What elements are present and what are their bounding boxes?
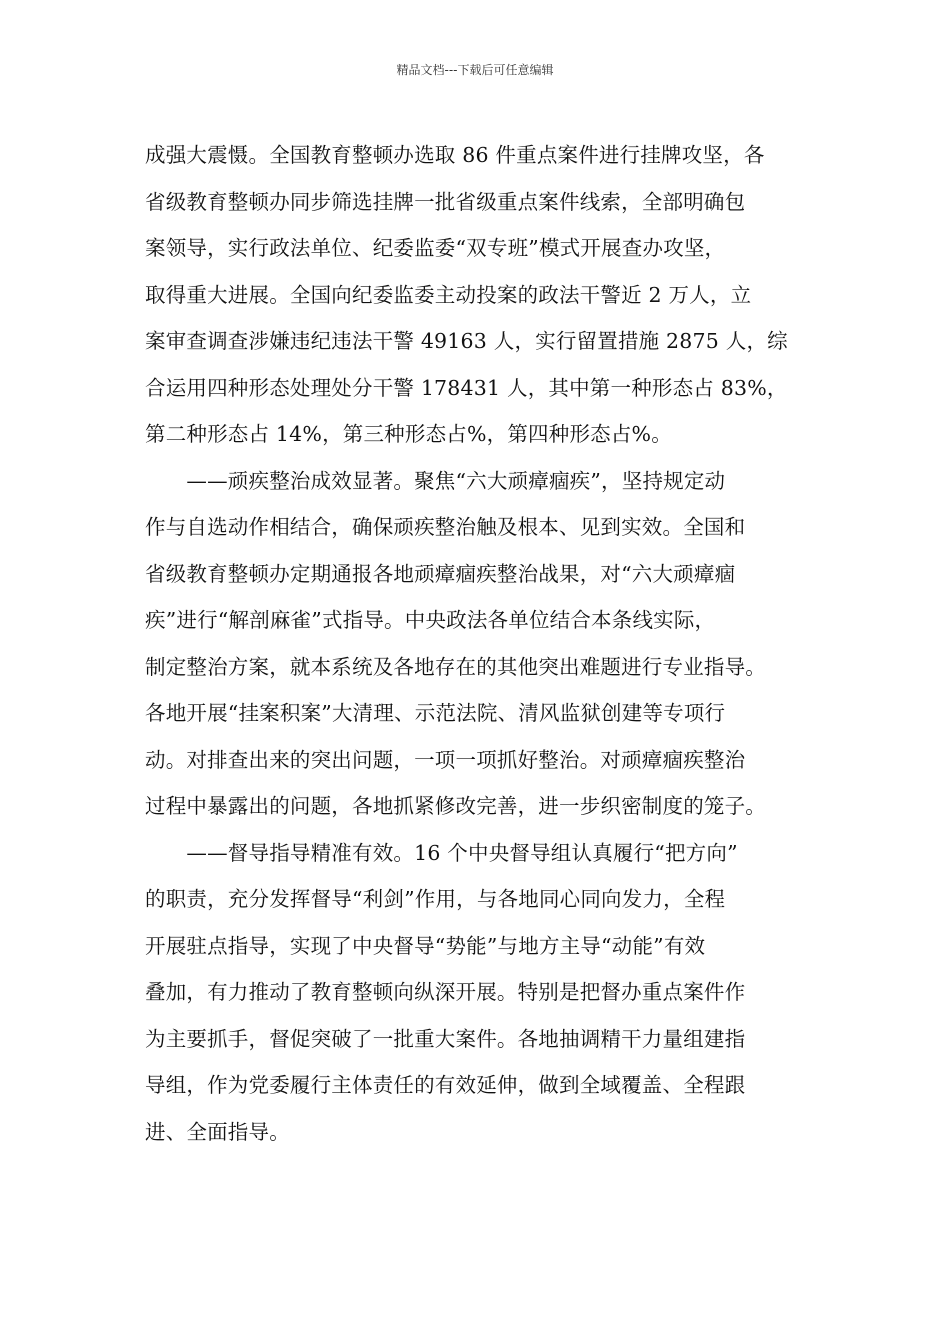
- text-line: 制定整治方案，就本系统及各地存在的其他突出难题进行专业指导。: [145, 654, 766, 679]
- text-line: 案审查调查涉嫌违纪违法干警 49163 人，实行留置措施 2875 人，综: [145, 329, 788, 353]
- text-line: 成强大震慑。全国教育整顿办选取 86 件重点案件进行挂牌攻坚，各: [145, 143, 765, 167]
- document-body: [145, 132, 845, 1155]
- text-line: 叠加，有力推动了教育整顿向纵深开展。特别是把督办重点案件作: [145, 980, 746, 1004]
- text-line: 动。对排查出来的突出问题，一项一项抓好整治。对顽瘴痼疾整治: [145, 747, 746, 772]
- text-line: 导组，作为党委履行主体责任的有效延伸，做到全域覆盖、全程跟: [145, 1073, 746, 1097]
- text-line: 为主要抓手，督促突破了一批重大案件。各地抽调精干力量组建指: [145, 1026, 746, 1051]
- text-line: 进、全面指导。: [145, 1119, 290, 1144]
- text-line: 开展驻点指导，实现了中央督导“势能”与地方主导“动能”有效: [145, 933, 706, 958]
- text-line: 疾”进行“解剖麻雀”式指导。中央政法各单位结合本条线实际，: [145, 608, 716, 632]
- text-line: 案领导，实行政法单位、纪委监委“双专班”模式开展查办攻坚，: [145, 236, 726, 260]
- text-line: 第二种形态占 14%，第三种形态占%，第四种形态占%。: [145, 422, 672, 446]
- text-line: 合运用四种形态处理处分干警 178431 人，其中第一种形态占 83%，: [145, 375, 788, 400]
- text-line: 各地开展“挂案积案”大清理、示范法院、清风监狱创建等专项行: [145, 701, 726, 725]
- text-line: 过程中暴露出的问题，各地抓紧修改完善，进一步织密制度的笼子。: [145, 794, 766, 818]
- page-header: 精品文档---下载后可任意编辑: [396, 63, 554, 77]
- text-line: ——顽疾整治成效显著。聚焦“六大顽瘴痼疾”，坚持规定动: [145, 468, 726, 493]
- text-line: 取得重大进展。全国向纪委监委主动投案的政法干警近 2 万人，立: [145, 282, 752, 307]
- text-line: 作与自选动作相结合，确保顽疾整治触及根本、见到实效。全国和: [145, 515, 746, 539]
- text-line: 省级教育整顿办定期通报各地顽瘴痼疾整治战果，对“六大顽瘴痼: [145, 561, 736, 586]
- text-line: 省级教育整顿办同步筛选挂牌一批省级重点案件线索，全部明确包: [145, 189, 746, 214]
- text-line: 的职责，充分发挥督导“利剑”作用，与各地同心同向发力，全程: [145, 887, 726, 911]
- text-line: ——督导指导精准有效。16 个中央督导组认真履行“把方向”: [145, 840, 738, 865]
